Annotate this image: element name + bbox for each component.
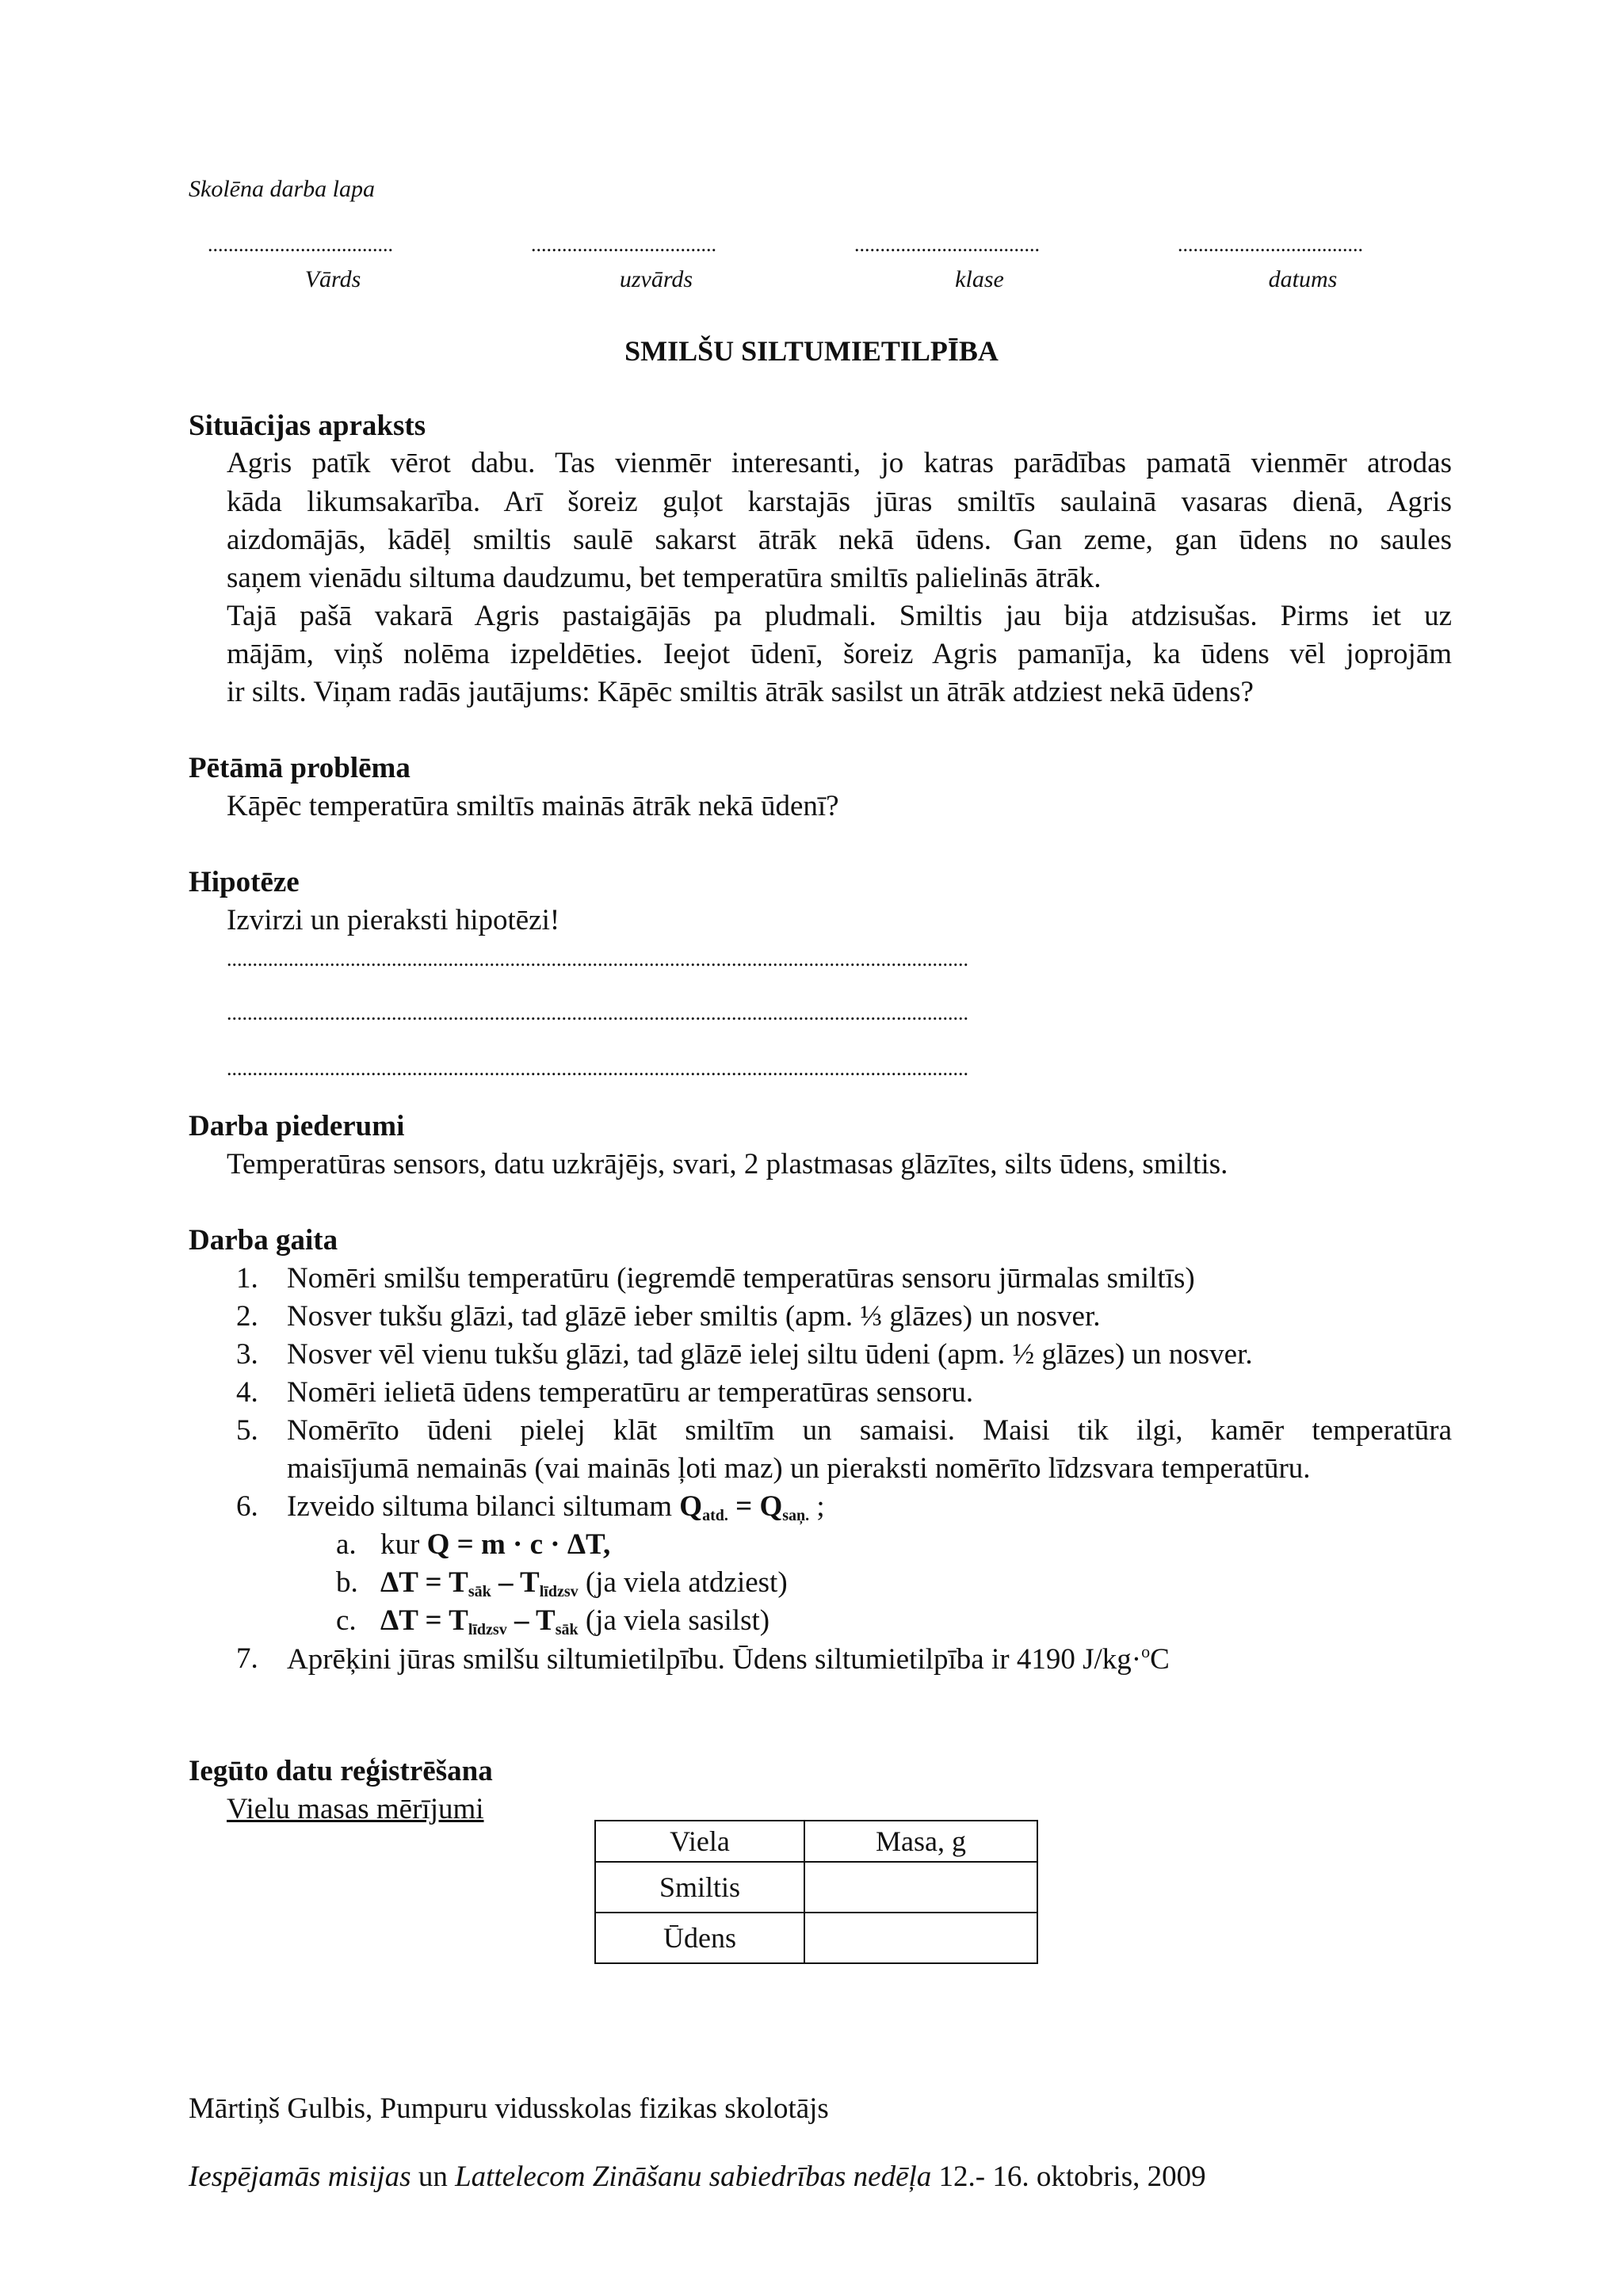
step-3-text: Nosver vēl vienu tukšu glāzi, tad glāzē ielej siltu ūdeni (apm. ½ glāzes) un nosver. (287, 1338, 1253, 1371)
problem-heading: Pētāmā problēma (189, 752, 411, 784)
step-number: 1. (236, 1262, 258, 1295)
situation-line-6: mājām, viņš nolēma izpeldēties. Ieejot ūdenī, šoreiz Agris pamanīja, ka ūdens vēl joprojām (227, 638, 1452, 670)
situation-line-4: saņem vienādu siltuma daudzumu, bet temperatūra smiltīs palielinās ātrāk. (227, 562, 1102, 594)
step-number: 2. (236, 1300, 258, 1333)
field-label-surname: uzvārds (619, 266, 693, 292)
step-4-text: Nomēri ielietā ūdens temperatūru ar temperatūras sensoru. (287, 1376, 974, 1409)
sheet-label: Skolēna darba lapa (189, 176, 375, 202)
blank-line-name: .................................... (208, 233, 393, 256)
situation-heading: Situācijas apraksts (189, 410, 426, 442)
situation-line-2: kāda likumsakarība. Arī šoreiz guļot karstajās jūras smiltīs saulainā vasaras dienā, Agris (227, 486, 1452, 518)
situation-line-5: Tajā pašā vakarā Agris pastaigājās pa pludmali. Smiltis jau bija atdzisušas. Pirms iet uz (227, 600, 1452, 632)
blank-line-class: .................................... (854, 233, 1040, 256)
hypothesis-answer-line-2: ................................................................................................................................................ (227, 1001, 968, 1024)
step-number: 7. (236, 1642, 258, 1675)
substep-label: b. (336, 1566, 358, 1599)
column-header-mass: Masa, g (804, 1821, 1037, 1862)
step-7-text: Aprēķini jūras smilšu siltumietilpību. Ūdens siltumietilpība ir 4190 J/kg·$^o$C (287, 1642, 1170, 1676)
step-number: 6. (236, 1490, 258, 1523)
table-row (595, 1862, 1037, 1913)
substep-label: c. (336, 1604, 357, 1637)
page-title: SMILŠU SILTUMIETILPĪBA (624, 335, 999, 367)
substep-label: a. (336, 1528, 357, 1561)
procedure-heading: Darba gaita (189, 1224, 338, 1257)
field-label-class: klase (955, 266, 1004, 292)
step-5-text-line-2: maisījumā nemainās (vai mainās ļoti maz) un pieraksti nomērīto līdzsvara temperatūru. (287, 1452, 1311, 1485)
substep-b-text: $\Delta T = T_{sāk} - T_{līdzsv}$ (ja viela atdziest) (380, 1566, 788, 1600)
field-label-date: datums (1268, 266, 1338, 292)
materials-text: Temperatūras sensors, datu uzkrājējs, svari, 2 plastmasas glāzītes, silts ūdens, smiltis. (227, 1148, 1228, 1180)
substep-a-text: kur Q = m · c · ΔT, (380, 1528, 611, 1561)
step-1-text: Nomēri smilšu temperatūru (iegremdē temperatūras sensoru jūrmalas smiltīs) (287, 1262, 1195, 1295)
hypothesis-answer-line-3: ................................................................................................................................................ (227, 1057, 968, 1080)
step-number: 3. (236, 1338, 258, 1371)
column-header-substance: Viela (595, 1821, 804, 1862)
problem-text: Kāpēc temperatūra smiltīs mainās ātrāk nekā ūdenī? (227, 790, 839, 822)
table-header-row (595, 1821, 1037, 1862)
substance-cell: Smiltis (595, 1862, 804, 1913)
mass-cell[interactable] (804, 1913, 1037, 1963)
materials-heading: Darba piederumi (189, 1110, 405, 1142)
mass-measurements-subheading: Vielu masas mērījumi (227, 1793, 484, 1825)
substep-c-text: $\Delta T = T_{līdzsv} - T_{sāk}$ (ja viela sasilst) (380, 1604, 770, 1638)
step-2-text: Nosver tukšu glāzi, tad glāzē ieber smiltis (apm. ⅓ glāzes) un nosver. (287, 1300, 1101, 1333)
step-6-text: Izveido siltuma bilanci siltumam $Q_{atd.} = Q_{saņ.}$ ; (287, 1490, 825, 1524)
mass-cell[interactable] (804, 1862, 1037, 1913)
step-5-text-line-1: Nomērīto ūdeni pielej klāt smiltīm un samaisi. Maisi tik ilgi, kamēr temperatūra (287, 1414, 1452, 1447)
blank-line-date: .................................... (1178, 233, 1363, 256)
situation-line-1: Agris patīk vērot dabu. Tas vienmēr interesanti, jo katras parādības pamatā vienmēr atrodas (227, 447, 1452, 479)
hypothesis-heading: Hipotēze (189, 866, 300, 898)
table-row (595, 1913, 1037, 1963)
hypothesis-text: Izvirzi un pieraksti hipotēzi! (227, 904, 560, 936)
situation-line-7: ir silts. Viņam radās jautājums: Kāpēc smiltis ātrāk sasilst un ātrāk atdziest nekā ūdens? (227, 676, 1254, 708)
substance-cell: Ūdens (595, 1913, 804, 1963)
field-label-name: Vārds (304, 266, 361, 292)
blank-line-surname: .................................... (531, 233, 716, 256)
author-line: Mārtiņš Gulbis, Pumpuru vidusskolas fizikas skolotājs (189, 2092, 829, 2125)
hypothesis-answer-line-1: ................................................................................................................................................ (227, 948, 968, 971)
footer-line: Iespējamās misijas un Lattelecom Zināšanu sabiedrības nedēļa 12.- 16. oktobris, 2009 (189, 2161, 1206, 2193)
data-registration-heading: Iegūto datu reģistrēšana (189, 1755, 493, 1787)
situation-line-3: aizdomājās, kādēļ smiltis saulē sakarst ātrāk nekā ūdens. Gan zeme, gan ūdens no saules (227, 524, 1452, 556)
mass-table (594, 1820, 1038, 1964)
step-number: 4. (236, 1376, 258, 1409)
step-number: 5. (236, 1414, 258, 1447)
